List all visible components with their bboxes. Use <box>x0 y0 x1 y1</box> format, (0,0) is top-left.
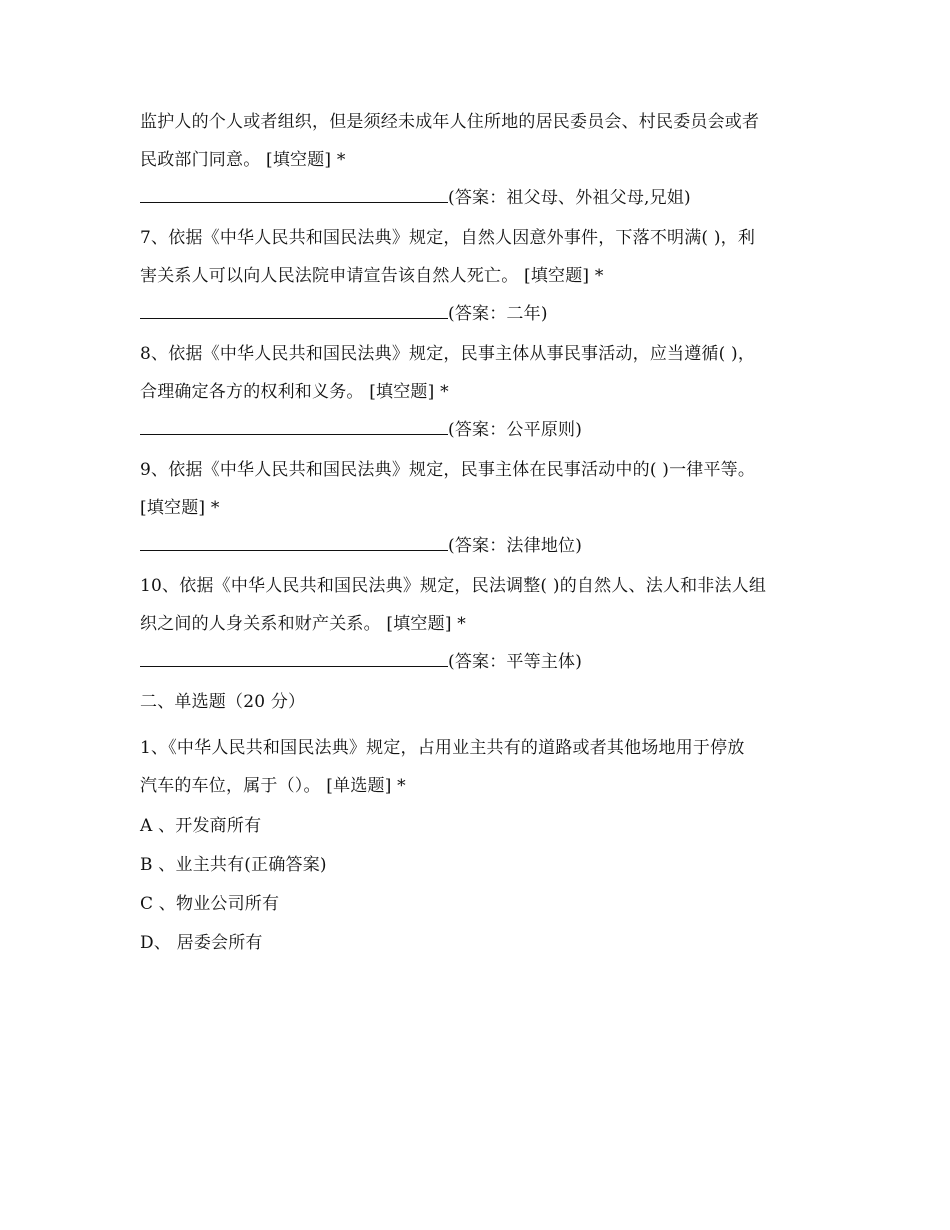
question-7 <box>140 224 820 328</box>
option-d: D、 居委会所有 <box>140 933 263 953</box>
question-text: 织之间的人身关系和财产关系。 [填空题] * <box>140 614 466 634</box>
answer-blank <box>140 417 448 435</box>
option-b: B 、业主共有(正确答案) <box>140 855 327 875</box>
question-6 <box>140 108 820 212</box>
section-heading: 二、单选题（20 分） <box>140 692 306 712</box>
question-text: 汽车的车位，属于（）。 [单选题] * <box>140 776 406 796</box>
answer-blank <box>140 185 448 203</box>
answer-text: (答案：二年) <box>448 304 548 324</box>
question-text: 1、《中华人民共和国民法典》规定，占用业主共有的道路或者其他场地用于停放 <box>140 738 745 758</box>
answer-line <box>140 648 820 676</box>
answer-text: (答案：祖父母、外祖父母,兄姐) <box>448 188 691 208</box>
answer-text: (答案：公平原则) <box>448 420 583 440</box>
answer-line <box>140 532 820 560</box>
question-text: 7、依据《中华人民共和国民法典》规定，自然人因意外事件，下落不明满( )，利 <box>140 228 756 248</box>
single-choice-question-1 <box>140 734 820 957</box>
question-8 <box>140 340 820 444</box>
answer-line <box>140 300 820 328</box>
answer-text: (答案：法律地位) <box>448 536 583 556</box>
question-10 <box>140 572 820 676</box>
question-text: 合理确定各方的权利和义务。 [填空题] * <box>140 382 449 402</box>
answer-line <box>140 416 820 444</box>
question-text: [填空题] * <box>140 498 220 518</box>
question-text: 8、依据《中华人民共和国民法典》规定，民事主体从事民事活动，应当遵循( )， <box>140 344 756 364</box>
option-c: C 、物业公司所有 <box>140 894 280 914</box>
answer-blank <box>140 301 448 319</box>
question-text: 10、依据《中华人民共和国民法典》规定，民法调整( )的自然人、法人和非法人组 <box>140 576 767 596</box>
question-text: 监护人的个人或者组织，但是须经未成年人住所地的居民委员会、村民委员会或者 <box>140 112 760 132</box>
answer-blank <box>140 649 448 667</box>
question-text: 9、依据《中华人民共和国民法典》规定，民事主体在民事活动中的( )一律平等。 <box>140 460 756 480</box>
question-9 <box>140 456 820 560</box>
answer-line <box>140 184 820 212</box>
question-text: 害关系人可以向人民法院申请宣告该自然人死亡。 [填空题] * <box>140 266 604 286</box>
answer-blank <box>140 533 448 551</box>
answer-text: (答案：平等主体) <box>448 652 583 672</box>
option-a: A 、开发商所有 <box>140 816 262 836</box>
document-page <box>140 108 820 968</box>
question-text: 民政部门同意。 [填空题] * <box>140 150 346 170</box>
